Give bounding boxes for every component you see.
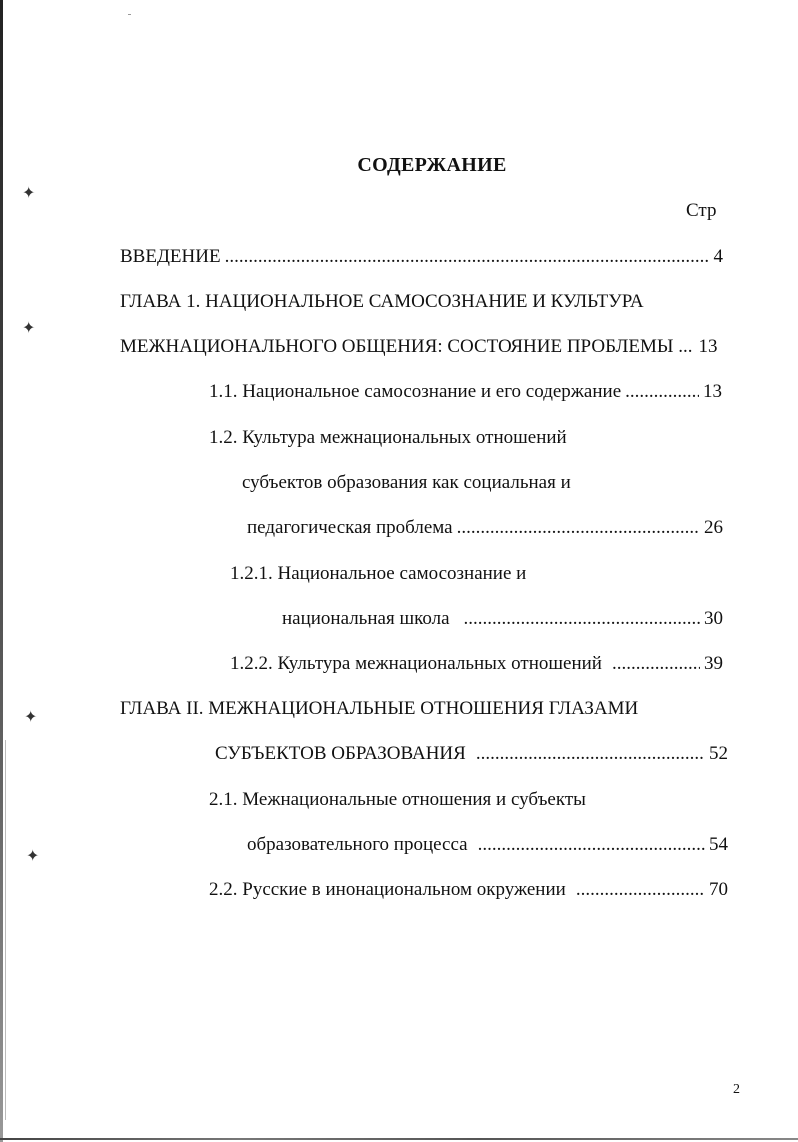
toc-leader bbox=[625, 379, 699, 405]
toc-label: 1.2.2. Культура межнациональных отношений bbox=[230, 653, 602, 674]
binder-hole-mark: ✦ bbox=[22, 320, 36, 337]
toc-page: 70 bbox=[709, 879, 728, 900]
toc-page: 39 bbox=[704, 653, 723, 674]
toc-entry-1-2-line-1: 1.2. Культура межнациональных отношений bbox=[209, 427, 567, 448]
toc-leader bbox=[457, 515, 700, 541]
page-number: 2 bbox=[733, 1082, 740, 1097]
toc-chapter-2-line-1: ГЛАВА II. МЕЖНАЦИОНАЛЬНЫЕ ОТНОШЕНИЯ ГЛАЗАМИ bbox=[120, 698, 639, 719]
page-column-label: Стр bbox=[686, 200, 717, 221]
toc-label: ВВЕДЕНИЕ bbox=[120, 246, 221, 267]
toc-page: 54 bbox=[709, 834, 728, 855]
toc-label: национальная школа bbox=[282, 608, 450, 629]
toc-label: образовательного процесса bbox=[247, 834, 468, 855]
toc-entry-2-1-line-2 bbox=[247, 832, 728, 858]
toc-page: 4 bbox=[713, 246, 723, 267]
toc-entry-1-2-2 bbox=[230, 651, 723, 677]
toc-label: СУБЪЕКТОВ ОБРАЗОВАНИЯ bbox=[215, 743, 466, 764]
toc-leader bbox=[478, 832, 705, 858]
toc-leader bbox=[464, 606, 700, 632]
binder-hole-mark: ✦ bbox=[22, 185, 36, 202]
toc-chapter-2-line-2 bbox=[215, 741, 728, 767]
toc-leader bbox=[225, 244, 710, 270]
toc-entry-1-1 bbox=[209, 379, 722, 405]
toc-label: 2.2. Русские в инонациональном окружении bbox=[209, 879, 566, 900]
toc-page: 13 bbox=[698, 336, 718, 357]
binder-hole-mark: ✦ bbox=[26, 848, 40, 865]
toc-leader bbox=[476, 741, 705, 767]
scan-bottom-edge bbox=[0, 1138, 798, 1140]
page-title: СОДЕРЖАНИЕ bbox=[357, 154, 507, 176]
toc-chapter-1-line-2 bbox=[120, 334, 723, 360]
toc-label: педагогическая проблема bbox=[247, 517, 453, 538]
toc-leader bbox=[612, 651, 700, 677]
toc-chapter-1-line-1: ГЛАВА 1. НАЦИОНАЛЬНОЕ САМОСОЗНАНИЕ И КУЛЬТУРА bbox=[120, 291, 644, 312]
toc-leader bbox=[576, 877, 705, 903]
toc-entry-intro bbox=[120, 244, 723, 270]
toc-entry-1-2-1-line-2 bbox=[282, 606, 723, 632]
toc-entry-1-2-1-line-1: 1.2.1. Национальное самосознание и bbox=[230, 563, 527, 584]
toc-label: 1.1. Национальное самосознание и его содержание bbox=[209, 381, 622, 402]
scan-speck bbox=[128, 14, 131, 15]
binder-hole-mark: ✦ bbox=[24, 709, 38, 726]
toc-label: МЕЖНАЦИОНАЛЬНОГО ОБЩЕНИЯ: СОСТОЯНИЕ ПРОБЛЕМЫ ... bbox=[120, 336, 693, 357]
toc-page: 13 bbox=[703, 381, 722, 402]
toc-entry-1-2-line-2: субъектов образования как социальная и bbox=[242, 472, 571, 493]
toc-page: 26 bbox=[704, 517, 723, 538]
toc-entry-2-2 bbox=[209, 877, 728, 903]
toc-page: 52 bbox=[709, 743, 728, 764]
toc-entry-1-2-line-3 bbox=[247, 515, 723, 541]
toc-entry-2-1-line-1: 2.1. Межнациональные отношения и субъекты bbox=[209, 789, 586, 810]
scan-left-line bbox=[5, 740, 6, 1120]
toc-page: 30 bbox=[704, 608, 723, 629]
